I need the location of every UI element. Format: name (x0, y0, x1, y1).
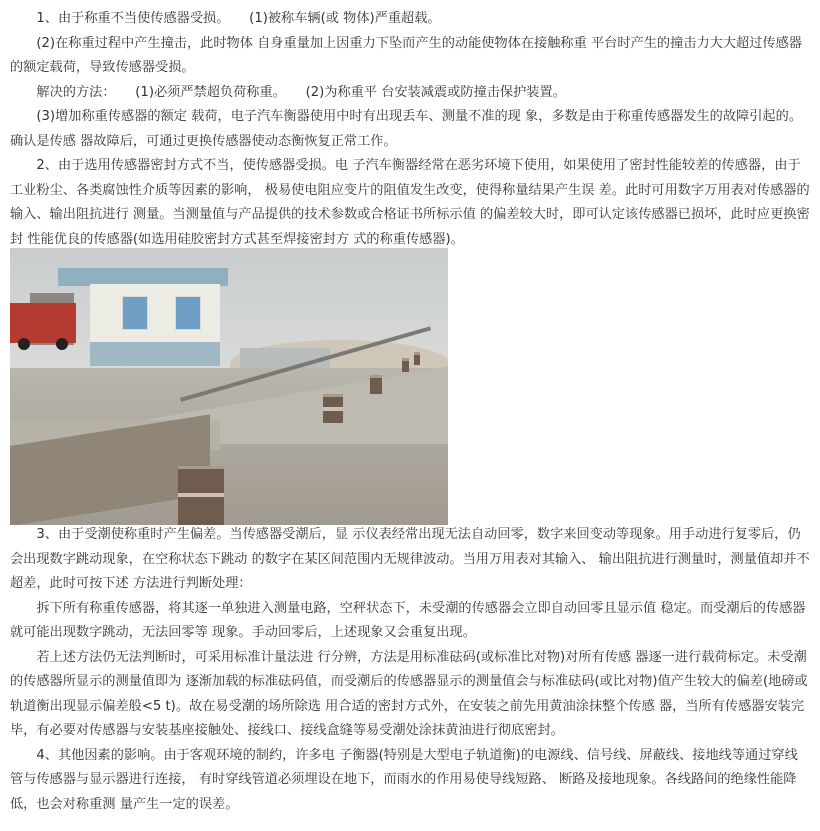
paragraph: 拆下所有称重传感器，将其逐一单独进入测量电路，空秤状态下，未受潮的传感器会立即自动回零且显示值 稳定。而受潮后的传感器就可能出现数字跳动，无法回零等 现象。手动回零后，上述现象又会重复出现。 (10, 600, 806, 640)
photo-truck-wheel (56, 338, 68, 350)
paragraph: (3)增加称重传感器的额定 载荷，电子汽车衡器使用中时有出现丢车、测量不准的现 象，多数是由于称重传感器发生的故障引起的。确认是传感 器故障后，可通过更换传感器使动态衡恢复正常工作。 (10, 109, 802, 149)
paragraph: 2、由于选用传感器密封方式不当，使传感器受损。电 子汽车衡器经常在恶劣环境下使用，如果使用了密封性能较差的传感器，由于工业粉尘、各类腐蚀性介质等因素的影响， 极易使电阻应变片的阻值发生改变，使得称量结果产生误 差。此时可用数字万用表对传感器的输入、输出阻抗进行 测量。当测量值与产品提供的技术参数或合格证书所标示值 的偏差较大时，即可认定该传感器已损坏，此时应更换密封 性能优良的传感器(如选用硅胶密封方式甚至焊接密封方 式的称重传感器)。 (10, 158, 810, 247)
photo-guardhouse-window (175, 296, 201, 330)
truck-scale-photo (10, 248, 448, 525)
paragraph: 解决的方法： (1)必须严禁超负荷称重。 (2)为称重平 台安装减震或防撞击保护装置。 (36, 84, 566, 100)
paragraph: 3、由于受潮使称重时产生偏差。当传感器受潮后，显 示仪表经常出现无法自动回零，数字来回变动等现象。用手动进行复零后，仍会出现数字跳动现象，在空称状态下跳动 的数字在某区间范围内无规律波动。当用万用表对其输入、 输出阻抗进行测量时，测量值却并不超差，此时可按下述 方法进行判断处理： (10, 527, 810, 591)
photo-guardhouse-base (90, 342, 220, 366)
photo-bollard (402, 358, 409, 372)
photo-bollard (370, 375, 382, 394)
article-body-bottom (10, 523, 810, 817)
paragraph: 4、其他因素的影响。由于客观环境的制约，许多电 子衡器(特别是大型电子轨道衡)的电源线、信号线、屏蔽线、接地线等通过穿线管与传感器与显示器进行连接， 有时穿线管道必须埋设在地下，而雨水的作用易使导线短路、 断路及接地现象。各线路间的绝缘性能降低，也会对称重测 量产生一定的误差。 (10, 747, 798, 812)
photo-truck-wheel (18, 338, 30, 350)
photo-bollard (323, 394, 343, 423)
photo-guardhouse-window (122, 296, 148, 330)
photo-bollard (178, 466, 224, 525)
paragraph: 1、由于称重不当使传感器受损。 (1)被称车辆(或 物体)严重超载。 (36, 11, 441, 26)
paragraph: 若上述方法仍无法判断时，可采用标准计量法进 行分辨，方法是用标准砝码(或标准比对物)对所有传感 器逐一进行载荷标定。未受潮的传感器所显示的测量值即为 逐渐加载的标准砝码值，而受潮后的传感器显示的测量值会与标准砝码(或比对物)值产生较大的偏差(地磅或 轨道衡出现显示偏差般<5 t)。故在易受潮的场所除选 用合适的密封方式外，在安装之前先用黄油涂抹整个传感 器，当所有传感器安装完毕，有必要对传感器与安装基座接触处、接线口、接线盒缝等易受潮处涂抹黄油进行彻底密封。 (10, 649, 808, 738)
photo-red-truck (10, 303, 76, 343)
paragraph: (2)在称重过程中产生撞击，此时物体 自身重量加上因重力下坠而产生的动能使物体在接触称重 平台时产生的撞击力大大超过传感器的额定载荷，导致传感器受损。 (10, 35, 802, 75)
article-body-top (10, 7, 810, 252)
photo-bollard (414, 352, 420, 365)
